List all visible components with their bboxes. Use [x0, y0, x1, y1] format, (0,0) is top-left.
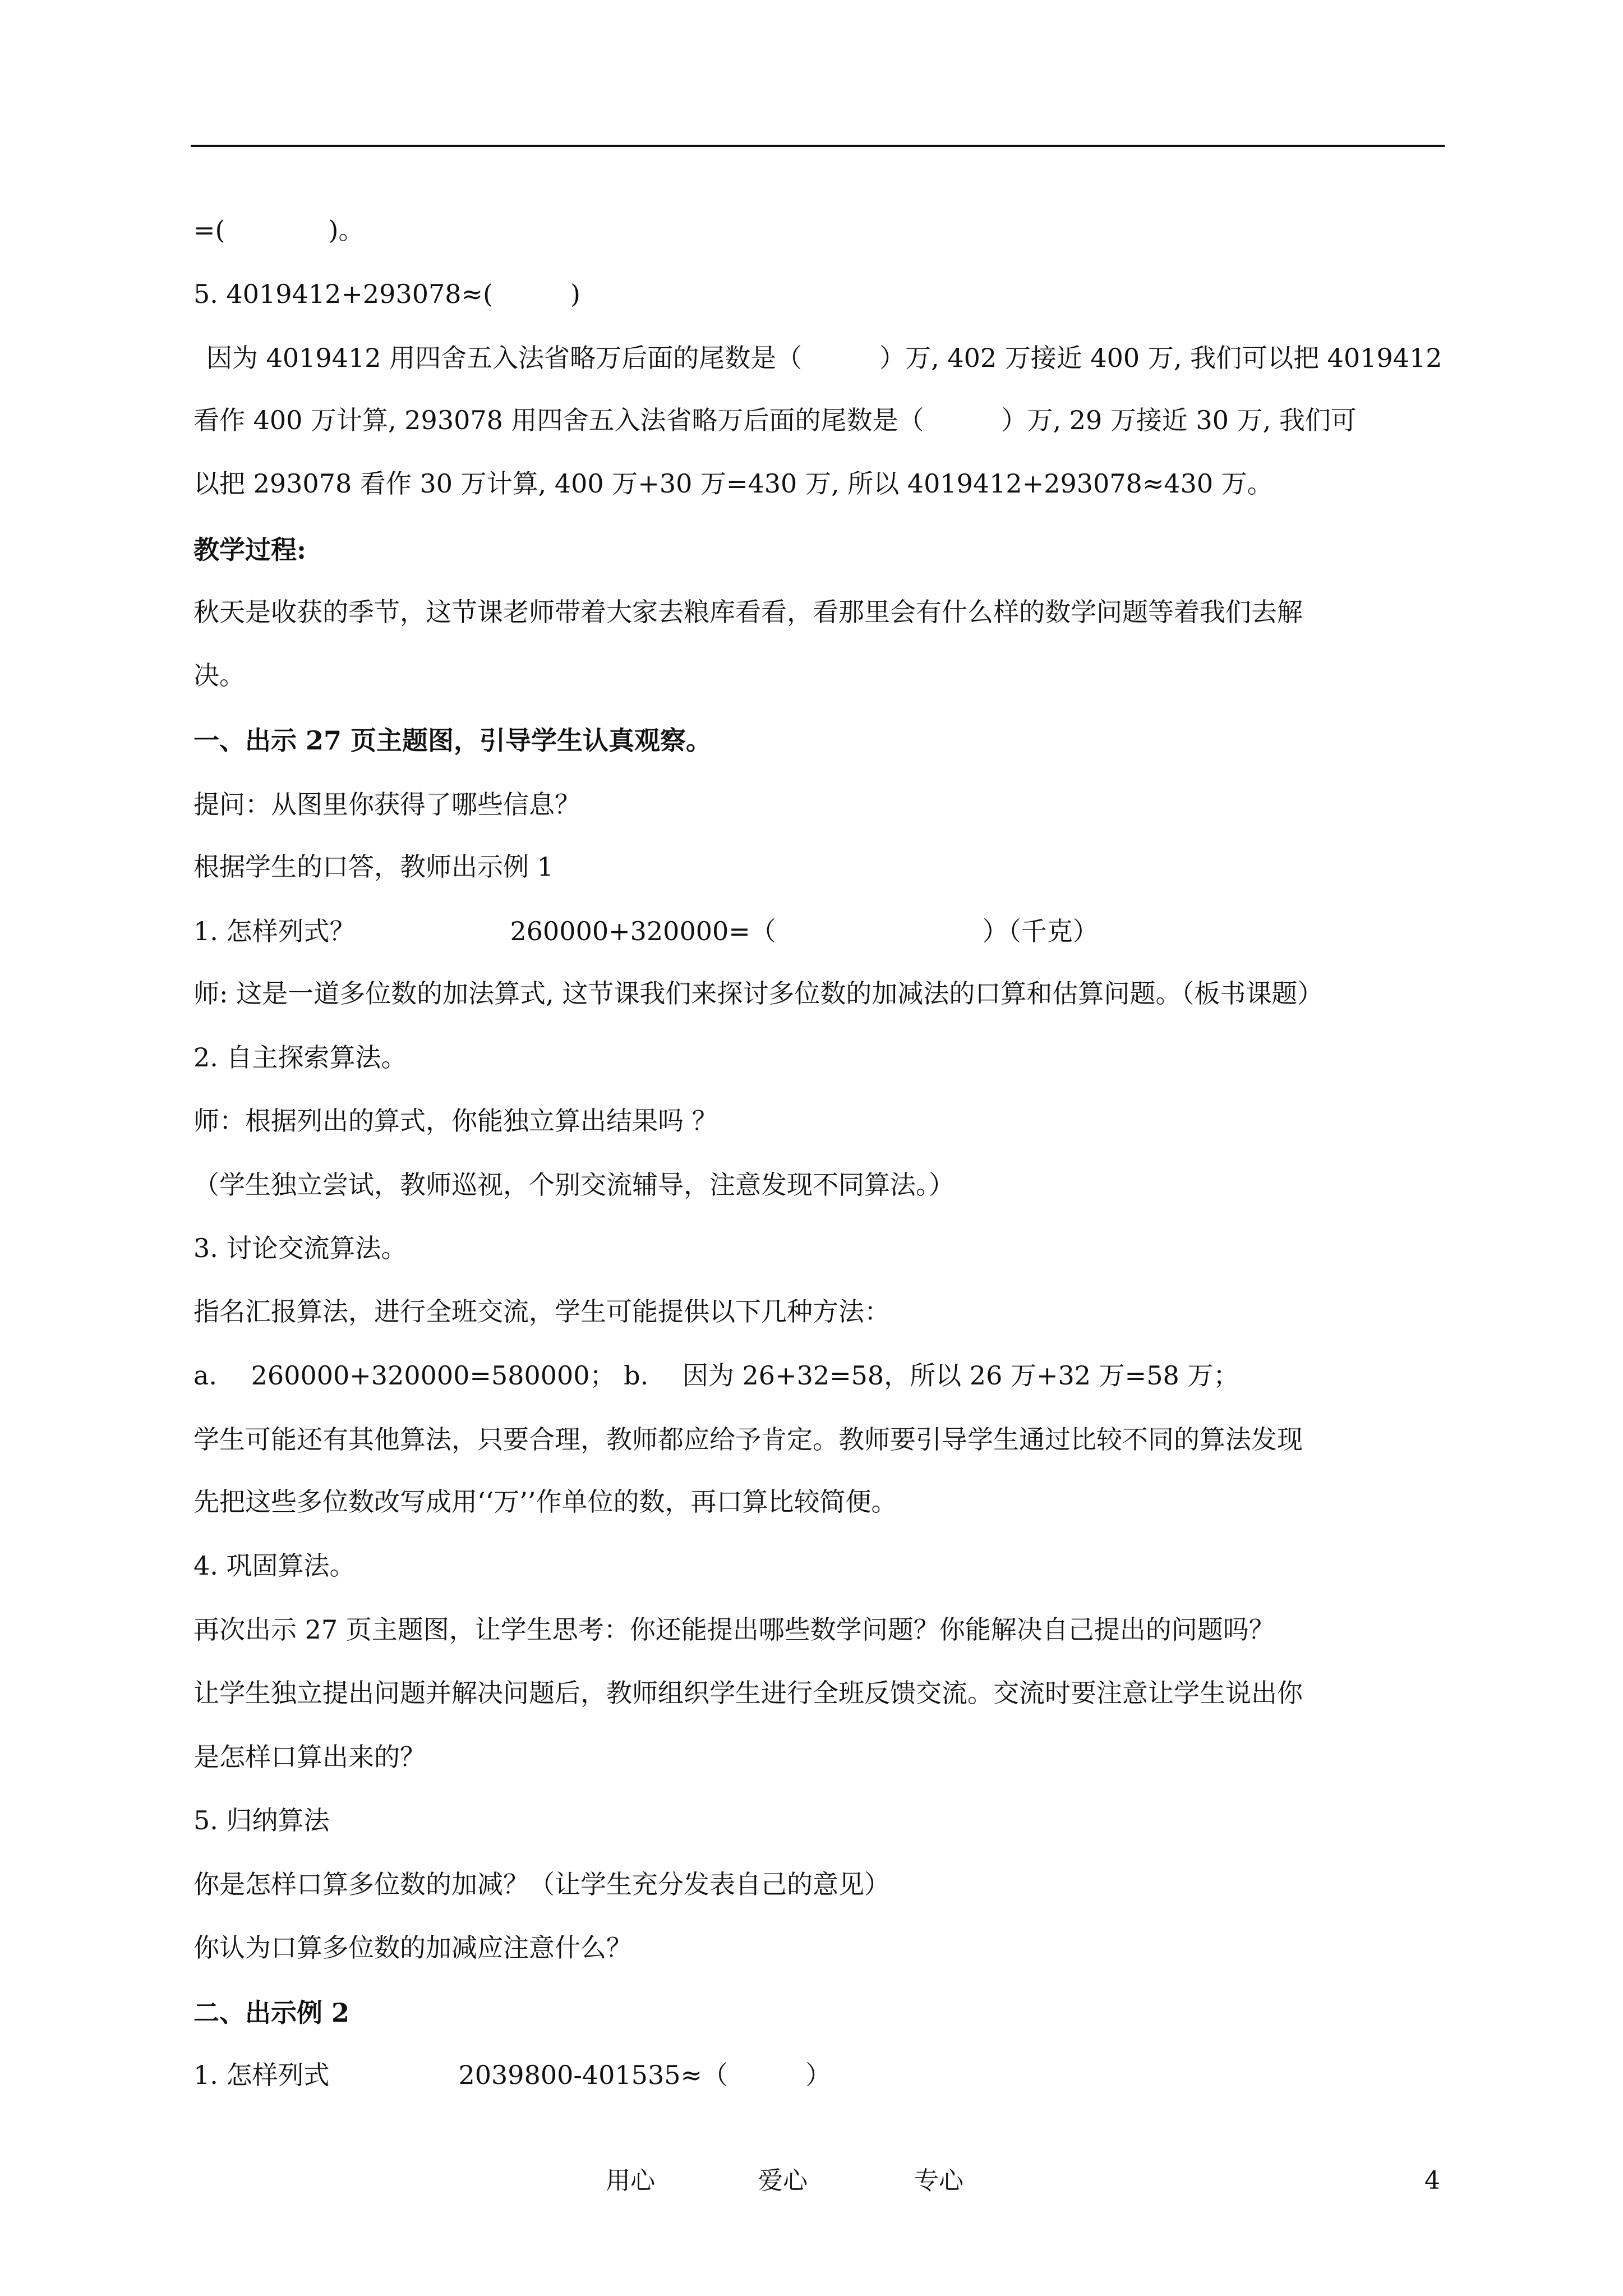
text-line: 再次出示 27 页主题图，让学生思考：你还能提出哪些数学问题？你能解决自己提出的问题吗？ — [193, 1614, 1275, 1645]
text-line: 是怎样口算出来的？ — [193, 1742, 426, 1772]
text-line: 1. 怎样列式 2039800-401535≈（ ） — [193, 2060, 832, 2090]
text-line: 以把 293078 看作 30 万计算, 400 万+30 万=430 万, 所以 4019412+293078≈430 万。 — [193, 468, 1273, 499]
footer-right: 专心 — [914, 2166, 963, 2195]
page-number: 4 — [1424, 2166, 1440, 2195]
text-line: a. 260000+320000=580000； b. 因为 26+32=58，所以 26 万+32 万=58 万； — [193, 1360, 1239, 1391]
text-line: 先把这些多位数改写成用‘‘万’’作单位的数，再口算比较简便。 — [193, 1487, 897, 1517]
text-line: 5. 归纳算法 — [193, 1805, 330, 1835]
text-line: （学生独立尝试，教师巡视，个别交流辅导，注意发现不同算法。） — [193, 1170, 955, 1200]
text-line: 秋天是收获的季节，这节课老师带着大家去粮库看看，看那里会有什么样的数学问题等着我们去解 — [193, 597, 1303, 627]
text-line: 3. 讨论交流算法。 — [193, 1233, 407, 1263]
section-heading: 二、出示例 2 — [193, 1998, 350, 2028]
footer-middle: 爱心 — [758, 2166, 808, 2195]
text-line: 指名汇报算法，进行全班交流，学生可能提供以下几种方法： — [193, 1296, 890, 1327]
text-line: =( )。 — [193, 215, 365, 245]
text-line: 5. 4019412+293078≈( ) — [193, 279, 580, 309]
footer-left: 用心 — [606, 2166, 655, 2195]
text-line: 你认为口算多位数的加减应注意什么？ — [193, 1932, 632, 1963]
text-line: 看作 400 万计算, 293078 用四舍五入法省略万后面的尾数是（ ）万, 29 万接近 30 万, 我们可 — [193, 405, 1357, 435]
text-line: 让学生独立提出问题并解决问题后，教师组织学生进行全班反馈交流。交流时要注意让学生说出你 — [193, 1678, 1303, 1708]
text-line: 因为 4019412 用四舍五入法省略万后面的尾数是（ ）万, 402 万接近 400 万, 我们可以把 4019412 — [206, 343, 1442, 373]
text-line: 2. 自主探索算法。 — [193, 1042, 407, 1073]
section-heading: 一、出示 27 页主题图，引导学生认真观察。 — [193, 725, 712, 756]
text-line: 你是怎样口算多位数的加减？（让学生充分发表自己的意见） — [193, 1869, 890, 1899]
section-heading: 教学过程: — [193, 535, 306, 565]
text-line: 4. 巩固算法。 — [193, 1550, 356, 1581]
text-line: 提问：从图里你获得了哪些信息？ — [193, 789, 580, 820]
text-line: 师：根据列出的算式，你能独立算出结果吗 ？ — [193, 1106, 718, 1136]
text-line: 根据学生的口答，教师出示例 1 — [193, 852, 554, 882]
text-line: 师: 这是一道多位数的加法算式, 这节课我们来探讨多位数的加减法的口算和估算问题。（板书课题） — [193, 978, 1324, 1009]
text-line: 1. 怎样列式？ 260000+320000=（ ）（千克） — [193, 916, 1099, 946]
header-rule — [191, 145, 1445, 147]
text-line: 学生可能还有其他算法，只要合理，教师都应给予肯定。教师要引导学生通过比较不同的算法发现 — [193, 1424, 1303, 1455]
text-line: 决。 — [193, 660, 245, 691]
